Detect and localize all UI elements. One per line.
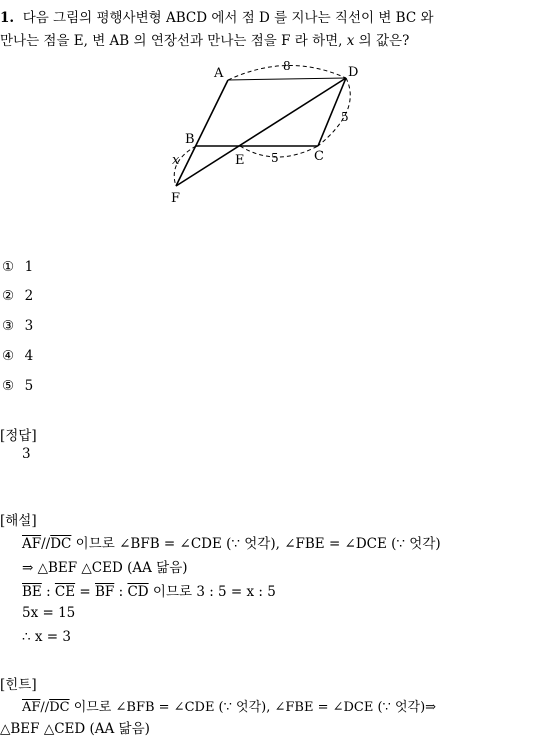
segment-DC: $\overline{DC}$ [49, 700, 70, 715]
segment-AF: $\overline{AF}$ [22, 700, 41, 715]
line-DF [176, 78, 346, 186]
solution-line-1 [22, 532, 441, 552]
equals-sign: = [75, 584, 96, 600]
segment-CD: $\overline{CD}$ [127, 584, 149, 600]
ratio-colon: : [41, 584, 55, 600]
choice-text: 1 [24, 259, 34, 275]
answer-value: 3 [22, 446, 31, 462]
hint-text-1: 이므로 ∠BFB = ∠CDE (∵ 엇각), ∠FBE = ∠DCE (∵ 엇각)⇒ [69, 700, 437, 715]
side-AD [228, 78, 346, 80]
question-text-1: 다음 그림의 평행사변형 ABCD 에서 점 D 를 지나는 직선이 변 BC 와 [22, 10, 434, 26]
answer-header: [정답] [0, 428, 37, 444]
choice-mark: ② [1, 288, 15, 304]
choice-mark: ④ [1, 348, 15, 364]
label-B: B [185, 132, 195, 147]
choice-4[interactable] [0, 348, 33, 364]
measure-AD: 8 [283, 59, 291, 73]
segment-CE: $\overline{CE}$ [54, 584, 76, 600]
label-C: C [314, 149, 324, 164]
label-x: x [172, 153, 180, 168]
hint-header: [힌트] [0, 677, 37, 693]
arc-EC [240, 146, 318, 157]
solution-line-3 [22, 580, 276, 600]
choice-3[interactable] [0, 318, 33, 334]
parallel-symbol: // [41, 536, 51, 552]
segment-BF: $\overline{BF}$ [95, 584, 115, 600]
label-F: F [171, 191, 181, 206]
choice-text: 2 [24, 288, 34, 304]
segment-BE: $\overline{BE}$ [22, 584, 42, 600]
question-variable: x [346, 33, 355, 49]
segment-DC: $\overline{DC}$ [50, 536, 72, 552]
question-line-2 [0, 29, 409, 49]
question-number: 1. [0, 10, 15, 26]
question-text-2b: 의 값은? [354, 33, 410, 49]
choice-1[interactable] [0, 259, 33, 275]
label-E: E [235, 153, 245, 168]
solution-text-1: 이므로 ∠BFB = ∠CDE (∵ 엇각), ∠FBE = ∠DCE (∵ 엇각) [71, 536, 441, 552]
solution-line-4: 5x = 15 [22, 605, 76, 621]
solution-line-5: ∴ x = 3 [22, 629, 71, 645]
hint-line-1 [22, 696, 436, 715]
solution-line-2: ⇒ △BEF △CED (AA 닮음) [22, 560, 188, 576]
question-line-1 [0, 6, 433, 26]
solution-header: [해설] [0, 513, 37, 529]
choice-mark: ③ [1, 318, 15, 334]
choice-mark: ⑤ [1, 378, 15, 394]
label-D: D [348, 65, 359, 80]
parallel-symbol: // [40, 700, 50, 715]
measure-DC: 5 [341, 110, 349, 124]
label-A: A [214, 66, 224, 81]
hint-line-2: △BEF △CED (AA 닮음) [0, 721, 150, 737]
choice-text: 5 [24, 378, 34, 394]
choice-5[interactable] [0, 378, 33, 394]
segment-AF: $\overline{AF}$ [22, 536, 42, 552]
choice-text: 3 [24, 318, 34, 334]
parallelogram-figure [0, 50, 535, 265]
solution-text-3: 이므로 3 : 5 = x : 5 [148, 584, 276, 600]
choice-text: 4 [24, 348, 34, 364]
choice-2[interactable] [0, 288, 33, 304]
question-text-2a: 만나는 점을 E, 변 AB 의 연장선과 만나는 점을 F 라 하면, [0, 33, 347, 49]
choice-mark: ① [1, 259, 15, 275]
measure-EC: 5 [271, 151, 279, 165]
ratio-colon: : [114, 584, 128, 600]
